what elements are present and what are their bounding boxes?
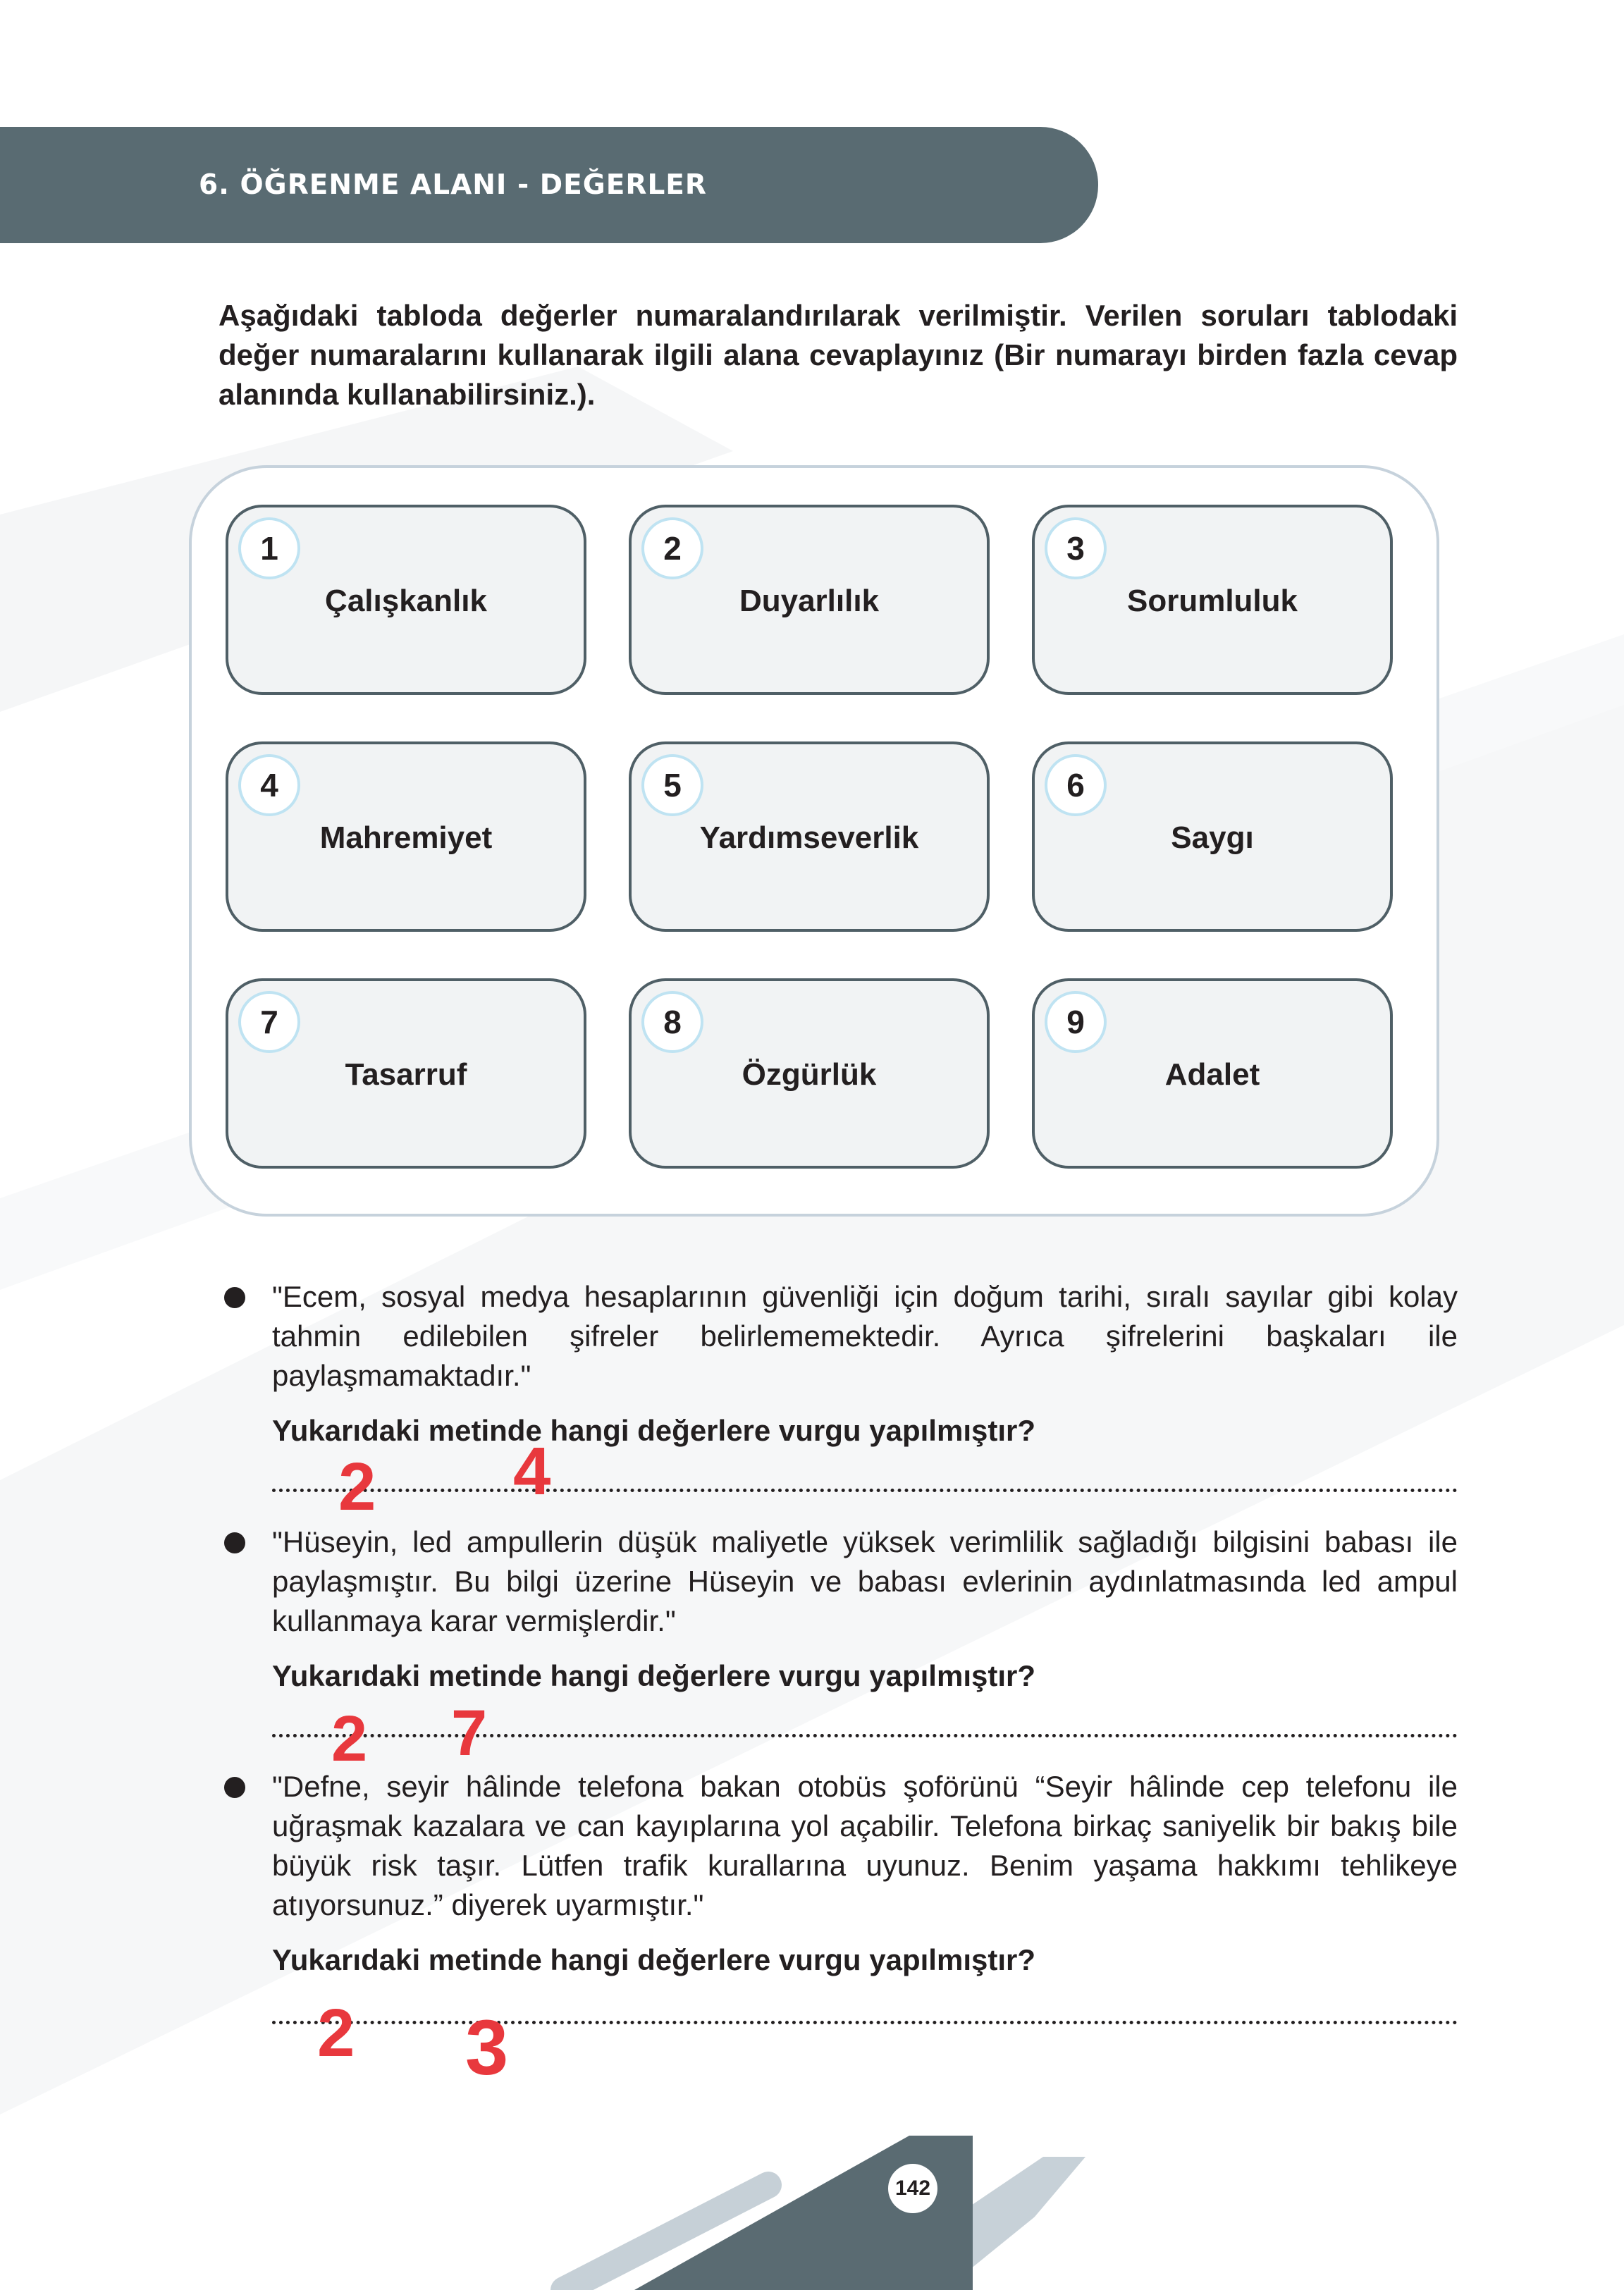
value-card-2 xyxy=(629,505,990,695)
bullet-icon xyxy=(224,1777,245,1798)
question-prompt: Yukarıdaki metinde hangi değerlere vurgu yapılmıştır? xyxy=(272,1414,1035,1447)
page-number: 142 xyxy=(888,2164,937,2213)
answer-handwriting xyxy=(310,1991,606,2091)
value-card-4 xyxy=(226,741,586,932)
answer-value: 2 xyxy=(338,1449,376,1525)
answer-value: 2 xyxy=(317,1995,355,2071)
value-number-badge: 7 xyxy=(238,991,300,1053)
value-card-1 xyxy=(226,505,586,695)
answer-value: 4 xyxy=(513,1434,551,1509)
value-number-badge: 8 xyxy=(641,991,703,1053)
instructions: Aşağıdaki tabloda değerler numaralandırılarak verilmiştir. Verilen soruları tablodaki değer numaralarını kullanarak ilgili alana cevaplayınız (Bir numarayı birden fazla cevap alanında kullanabilirsiniz.). xyxy=(219,299,1458,411)
value-label: Saygı xyxy=(1171,820,1254,855)
value-number-badge: 3 xyxy=(1045,517,1107,579)
value-label: Yardımseverlik xyxy=(699,820,919,855)
answer-value: 7 xyxy=(451,1697,488,1769)
value-label: Çalışkanlık xyxy=(325,584,487,618)
value-label: Sorumluluk xyxy=(1126,584,1298,618)
value-card-6 xyxy=(1032,741,1393,932)
value-number-badge: 2 xyxy=(641,517,703,579)
answer-value: 3 xyxy=(465,2005,509,2091)
value-number-badge: 5 xyxy=(641,754,703,816)
value-label: Tasarruf xyxy=(345,1057,467,1092)
answer-handwriting xyxy=(324,1434,606,1525)
value-number-badge: 4 xyxy=(238,754,300,816)
value-card-5 xyxy=(629,741,990,932)
value-label: Adalet xyxy=(1164,1057,1260,1092)
value-label: Özgürlük xyxy=(742,1057,877,1092)
value-label: Duyarlılık xyxy=(739,584,880,618)
value-card-7 xyxy=(226,978,586,1169)
question-text: "Hüseyin, led ampullerin düşük maliyetle yüksek verimlilik sağladığı bilgisini babası ile paylaşmıştır. Bu bilgi üzerine Hüseyin ve babası evlerinin aydınlatmasında led ampul kullanmaya karar vermişlerdir." xyxy=(272,1525,1458,1637)
value-card-3 xyxy=(1032,505,1393,695)
question-text: "Ecem, sosyal medya hesaplarının güvenliği için doğum tarihi, sıralı sayılar gibi kolay tahmin edilebilen şifreler belirlememektedir. Ayrıca şifrelerini başkaları ile paylaşmamaktadır." xyxy=(272,1280,1458,1392)
value-card-9 xyxy=(1032,978,1393,1169)
question-prompt: Yukarıdaki metinde hangi değerlere vurgu yapılmıştır? xyxy=(272,1659,1035,1692)
value-number-badge: 1 xyxy=(238,517,300,579)
answer-value: 2 xyxy=(331,1703,368,1775)
value-label: Mahremiyet xyxy=(319,820,493,855)
value-card-8 xyxy=(629,978,990,1169)
value-number-badge: 6 xyxy=(1045,754,1107,816)
bullet-icon xyxy=(224,1532,245,1553)
question-text: "Defne, seyir hâlinde telefona bakan otobüs şoförünü “Seyir hâlinde cep telefonu ile uğraşmak kazalara ve can kayıplarına yol açabilir. Telefona birkaç saniyelik bir bakış bile büyük risk taşır. Lütfen trafik kurallarına uyunuz. Benim yaşama hakkımı tehlikeye atıyorsunuz.” diyerek uyarmıştır." xyxy=(272,1770,1458,1921)
section-title: 6. ÖĞRENME ALANI - DEĞERLER xyxy=(199,169,707,201)
value-number-badge: 9 xyxy=(1045,991,1107,1053)
question-prompt: Yukarıdaki metinde hangi değerlere vurgu yapılmıştır? xyxy=(272,1943,1035,1976)
answer-handwriting xyxy=(324,1697,606,1775)
bullet-icon xyxy=(224,1287,245,1308)
